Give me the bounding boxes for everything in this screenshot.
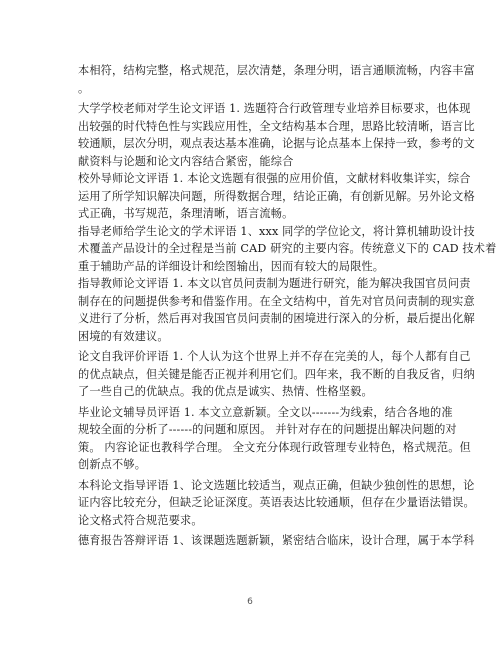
text-line: 术覆盖产品设计的全过程是当前 CAD 研究的主要内容。传统意义下的 CAD 技术着 xyxy=(78,242,497,255)
text-line: 论文自我评价评语 1. 个人认为这个世界上并不存在完美的人，每个人都有自己 xyxy=(78,350,471,363)
text-line: 论文格式符合规范要求。 xyxy=(78,513,203,527)
text-line: 本相符，结构完整，格式规范，层次清楚，条理分明，语言通顺流畅，内容丰富 xyxy=(78,64,475,77)
text-line: 德育报告答辩评语 1、该课题选题新颖，紧密结合临床，设计合理，属于本学科 xyxy=(78,534,475,547)
text-line: 校外导师论文评语 1. 本论文选题有很强的应用价值，文献材料收集详实，综合 xyxy=(78,172,471,185)
text-line: 出较强的时代特色性与实践应用性，全文结构基本合理，思路比较清晰，语言比 xyxy=(78,119,475,133)
text-line: 指导老师给学生论文的学术评语 1、xxx 同学的学位论文，将计算机辅助设计技 xyxy=(78,224,475,238)
text-line: 毕业论文辅导员评语 1. 本文立意新颖。全文以-------为线索，结合各地的准 xyxy=(78,405,453,419)
text-line: 式正确，书写规范，条理清晰，语言流畅。 xyxy=(78,207,294,220)
text-line: 运用了所学知识解决问题，所得数据合理，结论正确，有创新见解。另外论文格 xyxy=(78,189,475,203)
text-line: 。 xyxy=(78,81,90,95)
text-line: 献资料与论题和论文内容结合紧密，能综合 xyxy=(78,154,294,168)
page-number: 6 xyxy=(247,597,253,607)
text-line: 创新点不够。 xyxy=(78,458,147,471)
text-line: 规较全面的分析了------的问题和原因。 并针对存在的问题提出解决问题的对 xyxy=(78,423,457,436)
text-line: 较通顺，层次分明，观点表达基本准确，论据与论点基本上保持一致，参考的文 xyxy=(78,137,475,150)
text-line: 大学学校老师对学生论文评语 1. 选题符合行政管理专业培养目标要求，也体现 xyxy=(78,102,471,115)
document-body xyxy=(78,62,497,550)
text-line: 本科论文指导评语 1、论文选题比较适当，观点正确，但缺少独创性的思想，论 xyxy=(78,478,475,492)
text-line: 证内容比较充分，但缺乏论证深度。英语表达比较通顺，但存在少量语法错误。 xyxy=(78,496,475,509)
text-line: 了一些自己的优缺点。我的优点是诚实、热情、性格坚毅。 xyxy=(78,385,373,398)
text-line: 指导教师论文评语 1. 本文以官员问责制为题进行研究，能为解决我国官员问责 xyxy=(78,277,471,290)
text-line: 制存在的问题提供参考和借鉴作用。在全文结构中，首先对官员问责制的现实意 xyxy=(78,294,475,308)
text-line: 重于辅助产品的详细设计和绘图输出，因而有较大的局限性。 xyxy=(78,259,385,273)
text-line: 的优点缺点，但关键是能否正视并利用它们。四年来，我不断的自我反省，归纳 xyxy=(78,367,475,381)
text-line: 策。 内容论证也教科学合理。 全文充分体现行政管理专业特色，格式规范。但 xyxy=(78,440,471,454)
text-line: 义进行了分析，然后再对我国官员问责制的困境进行深入的分析，最后提出化解 xyxy=(78,312,475,325)
text-line: 困境的有效建议。 xyxy=(78,329,169,343)
